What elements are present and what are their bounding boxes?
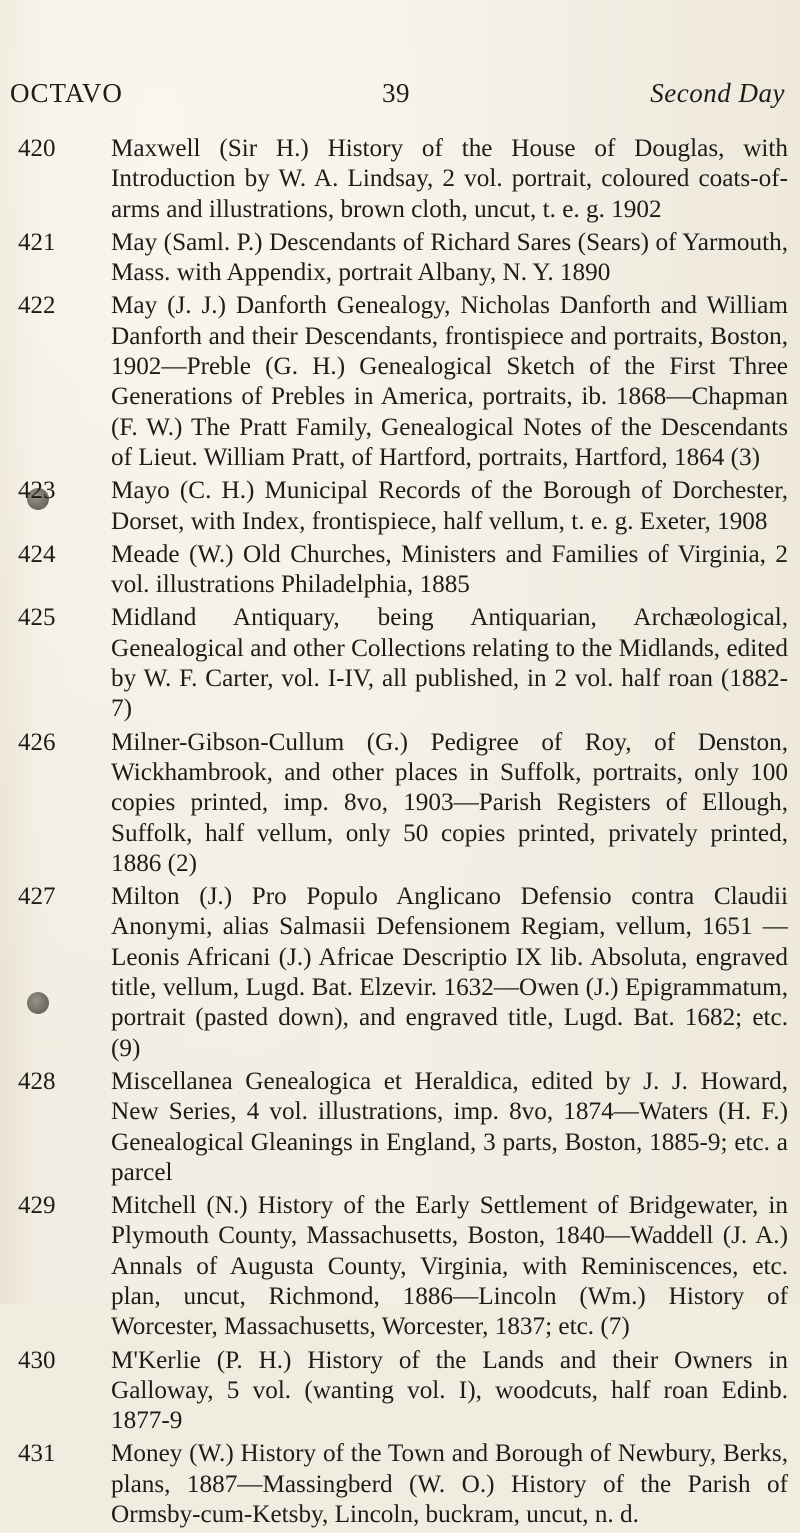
lot-number: 422 [18, 292, 56, 320]
lot-description: Miscellanea Genealogica et Heraldica, edited by J. J. Howard, New Series, 4 vol. illustrations, imp. 8vo, 1874—Waters (H. F.) Genealogical Gleanings in England, 3 parts, Boston, 1885-9; etc. a parcel [111, 1067, 788, 1186]
lot-number: 423 [18, 477, 56, 505]
header-format: OCTAVO [10, 78, 123, 108]
lot-entry [18, 476, 788, 537]
lot-entry [18, 134, 788, 225]
lot-description: Maxwell (Sir H.) History of the House of Douglas, with Introduction by W. A. Lindsay, 2 vol. portrait, coloured coats-of-arms and illustrations, brown cloth, uncut, t. e. g. 1902 [111, 135, 788, 223]
lot-description: Midland Antiquary, being Antiquarian, Archæological, Genealogical and other Collections relating to the Midlands, edited by W. F. Carter, vol. I-IV, all published, in 2 vol. half roan (1882-7) [111, 604, 788, 723]
lot-number: 424 [18, 540, 56, 568]
lot-entry [18, 540, 788, 601]
lot-description: M'Kerlie (P. H.) History of the Lands and their Owners in Galloway, 5 vol. (wanting vol. I), woodcuts, half roan Edinb. 1877-9 [111, 1346, 788, 1435]
lot-description: Money (W.) History of the Town and Borough of Newbury, Berks, plans, 1887—Massingberd (W. O.) History of the Parish of Ormsby-cum-Ketsby, Lincoln, buckram, uncut, n. d. [111, 1440, 788, 1529]
page-number: 39 [382, 78, 410, 108]
lot-number: 430 [18, 1346, 56, 1374]
lot-entry [18, 291, 788, 473]
lot-description: Milner-Gibson-Cullum (G.) Pedigree of Roy, of Denston, Wickhambrook, and other places in Suffolk, portraits, only 100 copies printed, imp. 8vo, 1903—Parish Registers of Ellough, Suffolk, half vellum, only 50 copies printed, privately printed, 1886 (2) [111, 728, 788, 877]
lot-number: 426 [18, 728, 56, 756]
lot-number: 428 [18, 1067, 56, 1095]
lot-entry [18, 1346, 788, 1437]
lot-description: May (J. J.) Danforth Genealogy, Nicholas Danforth and William Danforth and their Descendants, frontispiece and portraits, Boston, 1902—Preble (G. H.) Genealogical Sketch of the First Three Generations of Prebles in America, portraits, ib. 1868—Chapman (F. W.) The Pratt Family, Genealogical Notes of the Descendants of Lieut. William Pratt, of Hartford, portraits, Hartford, 1864 (3) [111, 292, 788, 471]
lot-number: 425 [18, 604, 56, 632]
lot-entry [18, 882, 788, 1064]
lot-entry [18, 1067, 788, 1188]
lot-description: May (Saml. P.) Descendants of Richard Sares (Sears) of Yarmouth, Mass. with Appendix, portrait Albany, N. Y. 1890 [111, 228, 788, 287]
lot-number: 420 [18, 135, 56, 162]
lot-description: Meade (W.) Old Churches, Ministers and Families of Virginia, 2 vol. illustrations Philadelphia, 1885 [111, 540, 788, 599]
lot-description: Mayo (C. H.) Municipal Records of the Borough of Dorchester, Dorset, with Index, frontispiece, half vellum, t. e. g. Exeter, 1908 [111, 477, 788, 535]
lot-number: 429 [18, 1192, 56, 1220]
lot-number: 431 [18, 1440, 56, 1468]
lot-description: Mitchell (N.) History of the Early Settlement of Bridgewater, in Plymouth County, Massachusetts, Boston, 1840—Waddell (J. A.) Annals of Augusta County, Virginia, with Reminiscences, etc. plan, uncut, Richmond, 1886—Lincoln (Wm.) History of Worcester, Massachusetts, Worcester, 1837; etc. (7) [111, 1192, 788, 1341]
lot-entry [18, 1439, 788, 1530]
lot-entry [18, 228, 788, 289]
lot-entry [18, 603, 788, 724]
lot-entry [18, 1191, 788, 1342]
catalogue-entries [18, 134, 788, 1533]
header-day: Second Day [650, 78, 785, 108]
lot-entry [18, 728, 788, 879]
lot-number: 421 [18, 228, 56, 256]
lot-description: Milton (J.) Pro Populo Anglicano Defensio contra Claudii Anonymi, alias Salmasii Defensionem Regiam, vellum, 1651 —Leonis Africani (J.) Africae Descriptio IX lib. Absoluta, engraved title, vellum, Lugd. Bat. Elzevir. 1632—Owen (J.) Epigrammatum, portrait (pasted down), and engraved title, Lugd. Bat. 1682; etc. (9) [111, 883, 788, 1062]
lot-number: 427 [18, 883, 56, 911]
page-header [10, 78, 785, 118]
